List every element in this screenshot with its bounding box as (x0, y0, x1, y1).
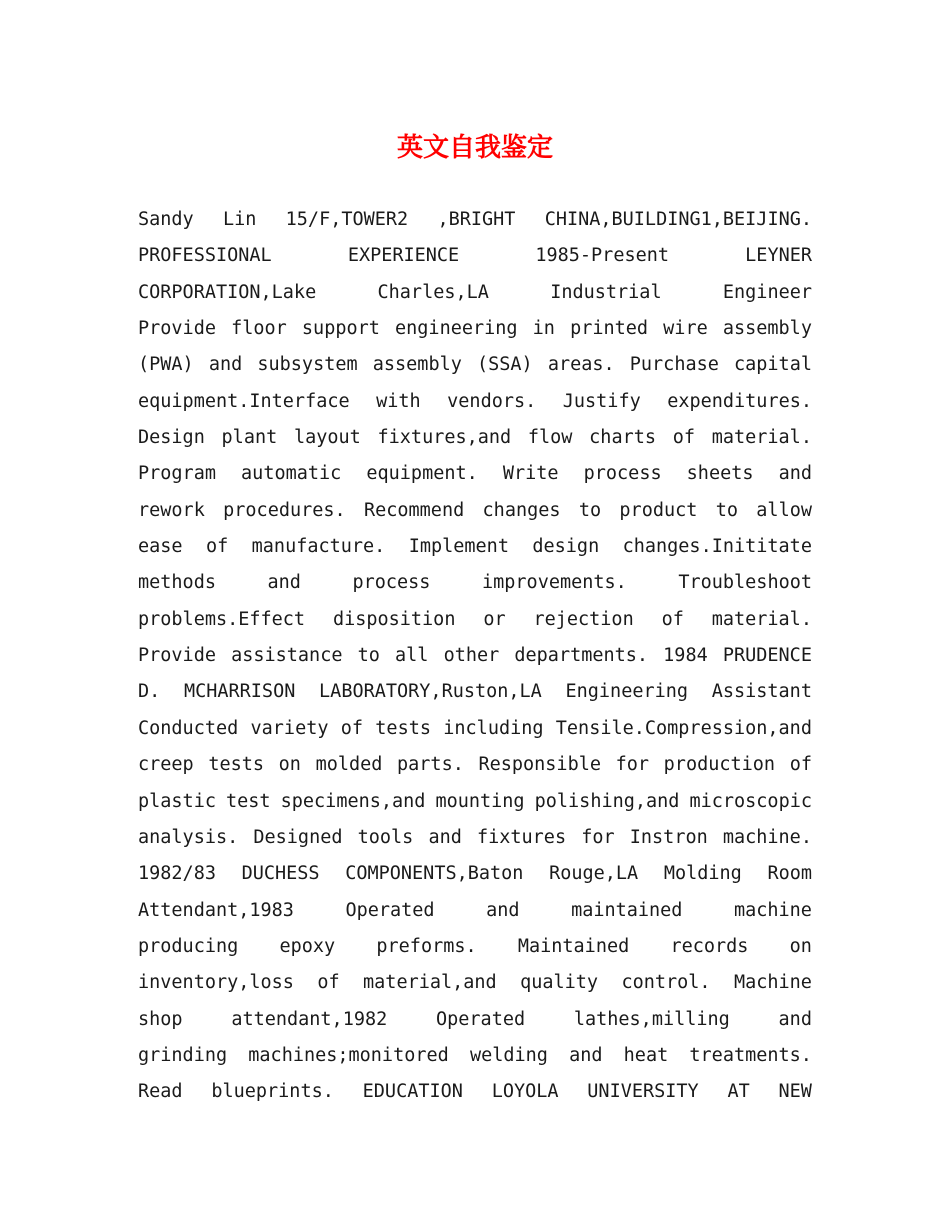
body-line (138, 202, 812, 238)
body-line (138, 420, 812, 456)
body-line (138, 747, 812, 783)
word: heat (623, 1044, 669, 1066)
body-line (138, 565, 812, 601)
body-line (138, 384, 812, 420)
word: and (569, 1044, 603, 1066)
word: Molding (663, 863, 742, 885)
word: machine. (722, 826, 812, 848)
word: or (483, 608, 506, 630)
word: AT (727, 1081, 750, 1103)
word: and (486, 899, 520, 921)
word: layout (293, 427, 361, 449)
word: epoxy (279, 935, 336, 957)
word: ,BRIGHT (437, 209, 516, 230)
body-line (138, 1074, 812, 1110)
word: allow (756, 499, 812, 521)
word: 15/F,TOWER2 (285, 209, 409, 230)
word: rework (138, 499, 205, 521)
word: microscopic (689, 790, 812, 812)
word: variety (250, 717, 329, 739)
word: molded (315, 754, 383, 776)
word: plastic (138, 790, 216, 812)
word: manufacture. (251, 536, 386, 558)
body-line (138, 347, 812, 383)
word: producing (138, 935, 239, 957)
word: of (789, 754, 812, 776)
word: wire (663, 318, 708, 340)
word: tools (357, 826, 414, 848)
word: control. (621, 972, 711, 994)
word: to (715, 499, 738, 521)
word: production (663, 754, 776, 776)
word: Attendant,1983 (138, 899, 294, 921)
word: departments. (514, 645, 649, 667)
word: specimens,and (280, 790, 426, 812)
word: attendant,1982 (231, 1008, 388, 1030)
word: in (532, 318, 555, 340)
word: capital (734, 354, 812, 376)
word: NEW (778, 1081, 812, 1103)
word: Design (138, 427, 205, 449)
word: all (395, 645, 429, 667)
word: fixtures (476, 826, 567, 848)
word: methods (138, 572, 216, 594)
word: vendors. (447, 390, 537, 412)
word: equipment. (366, 463, 478, 485)
body-line (138, 674, 812, 710)
body-line (138, 784, 812, 820)
word: CORPORATION,Lake (138, 281, 317, 303)
word: shop (138, 1008, 183, 1030)
word: changes.Inititate (622, 536, 812, 558)
word: engineering (395, 318, 518, 340)
word: Justify (562, 390, 641, 412)
word: welding (469, 1044, 548, 1066)
word: material. (711, 608, 812, 630)
word: Instron (629, 826, 708, 848)
word: floor (231, 318, 287, 340)
word: Machine (733, 972, 812, 994)
word: PRUDENCE (722, 645, 812, 667)
word: Tensile.Compression,and (555, 717, 812, 739)
word: EDUCATION (362, 1081, 463, 1103)
word: test (226, 790, 271, 812)
word: PROFESSIONAL (138, 245, 272, 267)
word: LABORATORY,Ruston,LA (319, 681, 542, 703)
word: improvements. (482, 572, 627, 594)
body-line (138, 1038, 812, 1074)
word: of (317, 972, 340, 994)
word: and (778, 1008, 812, 1030)
word: fixtures,and (377, 427, 512, 449)
word: LOYOLA (491, 1081, 559, 1103)
word: parts. (397, 754, 464, 776)
word: Lin (222, 209, 257, 230)
word: on (789, 935, 812, 957)
word: Industrial (550, 281, 662, 303)
word: preforms. (376, 935, 477, 957)
word: Operated (436, 1008, 526, 1030)
word: on (278, 754, 301, 776)
word: (PWA) (138, 354, 194, 376)
word: Conducted (138, 717, 239, 739)
word: quality (520, 972, 599, 994)
word: grinding (138, 1044, 228, 1066)
word: 1984 (663, 645, 708, 667)
word: Implement (408, 536, 509, 558)
word: to (578, 499, 602, 521)
word: of (205, 536, 229, 558)
word: design (532, 536, 600, 558)
word: Read (138, 1081, 183, 1103)
word: product (619, 499, 698, 521)
body-line (138, 856, 812, 892)
word: changes (482, 499, 561, 521)
word: analysis. (138, 826, 239, 848)
word: (SSA) (476, 354, 533, 376)
word: automatic (241, 463, 342, 485)
word: assistance (231, 645, 343, 667)
word: with (376, 390, 421, 412)
body-line (138, 638, 812, 674)
word: MCHARRISON (183, 681, 296, 703)
word: of (672, 427, 695, 449)
word: D. (138, 681, 161, 703)
word: blueprints. (211, 1081, 334, 1103)
word: EXPERIENCE (347, 245, 460, 267)
word: 1982/83 (138, 863, 216, 885)
word: ease (138, 536, 183, 558)
word: charts (589, 427, 656, 449)
word: plant (221, 427, 278, 449)
body-line (138, 711, 812, 747)
word: Responsible (478, 754, 601, 776)
word: Room (767, 863, 812, 885)
word: process (583, 463, 662, 485)
word: 1985-Present (535, 245, 670, 267)
body-line (138, 1002, 812, 1038)
word: Engineering (565, 681, 689, 703)
word: tests (375, 717, 431, 739)
word: to (357, 645, 380, 667)
word: Charles,LA (377, 281, 489, 303)
body-line (138, 456, 812, 492)
body-line (138, 311, 812, 347)
word: and (267, 572, 301, 594)
word: other (443, 645, 500, 667)
word: inventory,loss (138, 972, 294, 994)
word: of (661, 608, 684, 630)
word: maintained (571, 899, 683, 921)
word: process (352, 572, 431, 594)
word: mounting (435, 790, 525, 812)
word: rejection (533, 608, 634, 630)
body-line (138, 602, 812, 638)
word: treatments. (689, 1044, 812, 1066)
word: Program (138, 463, 216, 485)
word: sheets (686, 463, 754, 485)
word: material,and (363, 972, 497, 994)
word: procedures. (223, 499, 346, 521)
word: creep (138, 754, 194, 776)
word: for (581, 826, 615, 848)
word: printed (570, 318, 649, 340)
word: Assistant (711, 681, 812, 703)
word: Engineer (722, 281, 812, 303)
word: including (443, 717, 544, 739)
body-line (138, 929, 812, 965)
word: material. (711, 427, 812, 449)
word: of (340, 717, 364, 739)
word: and (778, 463, 812, 485)
word: assembly (722, 318, 812, 340)
word: Operated (345, 899, 435, 921)
document-body (138, 202, 812, 1111)
word: LEYNER (745, 245, 812, 267)
word: UNIVERSITY (587, 1081, 699, 1103)
word: machines;monitored (248, 1044, 449, 1066)
word: Recommend (363, 499, 465, 521)
word: Provide (138, 318, 216, 340)
word: tests (208, 754, 265, 776)
word: problems.Effect (138, 608, 306, 630)
word: flow (527, 427, 573, 449)
word: and (208, 354, 243, 376)
word: COMPONENTS,Baton (345, 863, 524, 885)
word: machine (733, 899, 812, 921)
body-line (138, 893, 812, 929)
word: support (301, 318, 380, 340)
word: Troubleshoot (678, 572, 812, 594)
word: Designed (253, 826, 343, 848)
word: disposition (332, 608, 456, 630)
word: DUCHESS (241, 863, 320, 885)
body-line (138, 529, 812, 565)
document-title: 英文自我鉴定 (396, 133, 553, 163)
word: polishing,and (534, 790, 680, 812)
word: assembly (372, 354, 462, 376)
body-line (138, 238, 812, 274)
word: Maintained (517, 935, 630, 957)
word: subsystem (257, 354, 358, 376)
word: Write (502, 463, 559, 485)
word: and (428, 826, 462, 848)
word: Rouge,LA (549, 863, 639, 885)
word: CHINA,BUILDING1,BEIJING. (544, 209, 812, 230)
body-line (138, 820, 812, 856)
word: for (615, 754, 650, 776)
word: areas. (547, 354, 615, 376)
body-line (138, 493, 812, 529)
word: Purchase (629, 354, 719, 376)
word: equipment.Interface (138, 390, 350, 412)
word: Provide (138, 645, 216, 667)
word: lathes,milling (573, 1008, 730, 1030)
body-line (138, 275, 812, 311)
word: records (670, 935, 749, 957)
word: expenditures. (667, 390, 812, 412)
body-line (138, 965, 812, 1001)
word: Sandy (138, 209, 194, 230)
